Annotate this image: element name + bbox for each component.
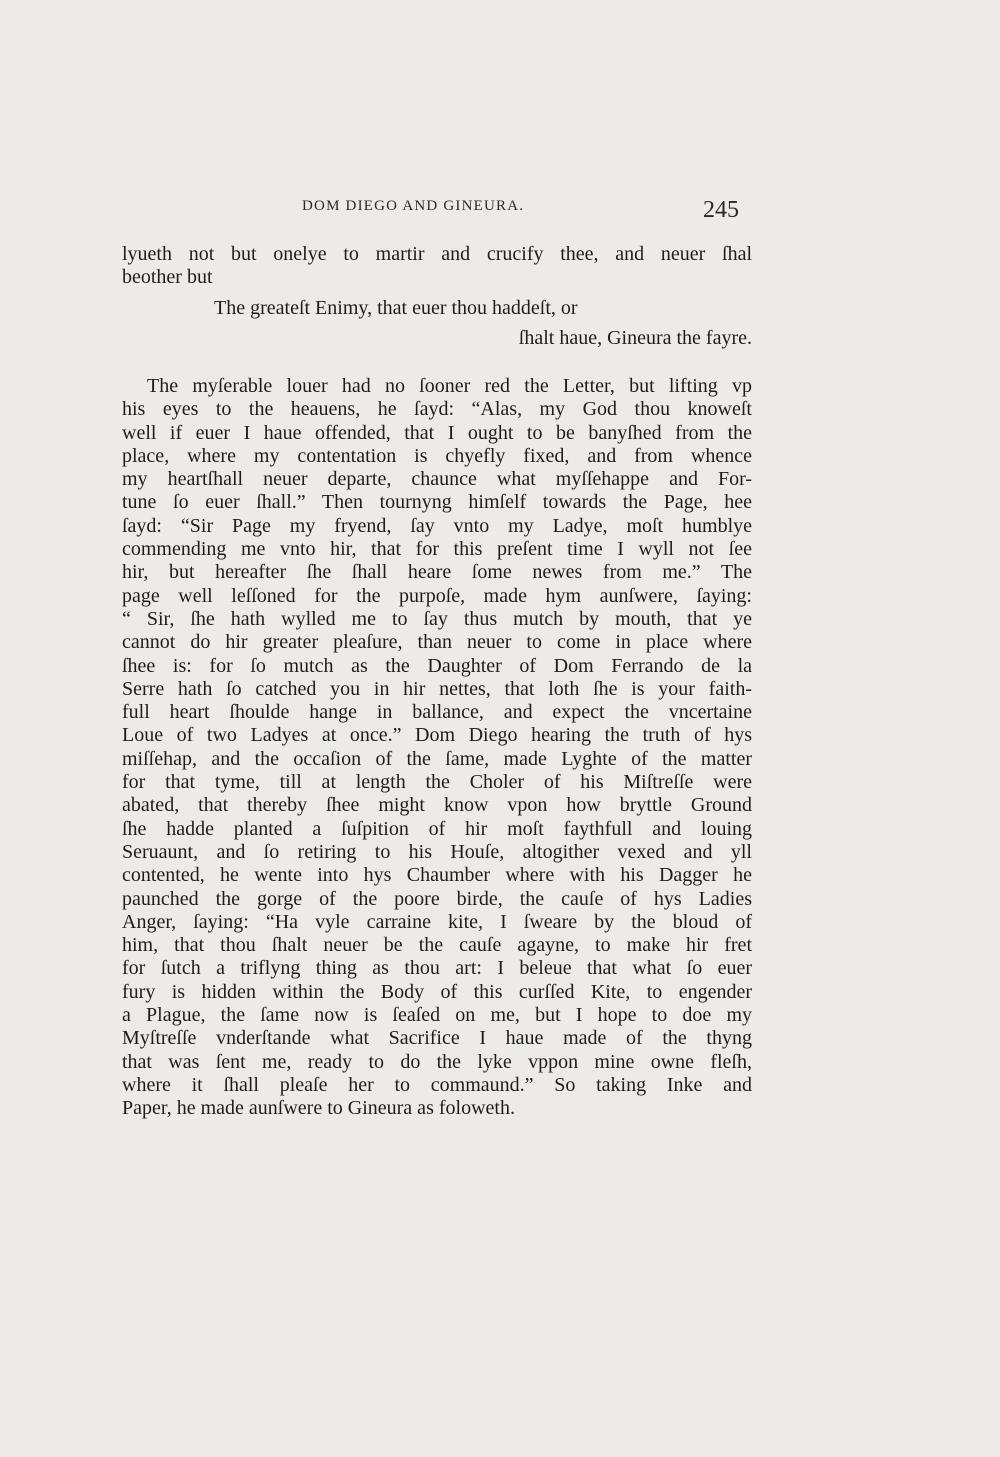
text-line: lyueth not but onelye to martir and crucify thee, and neuer ſhal — [122, 243, 752, 265]
text-line: The myſerable louer had no ſooner red the Letter, but lifting vp — [147, 375, 752, 397]
text-line: abated, that thereby ſhee might know vpon how bryttle Ground — [122, 794, 752, 817]
text-line: beother but — [122, 266, 213, 289]
running-title: DOM DIEGO AND GINEURA. — [302, 198, 525, 214]
page-number: 245 — [703, 197, 739, 223]
text-line: Loue of two Ladyes at once.” Dom Diego hearing the truth of hys — [122, 724, 752, 747]
letter-closing — [122, 243, 752, 350]
text-line: Myſtreſſe vnderſtande what Sacrifice I haue made of the thyng — [122, 1027, 752, 1050]
text-line: ſayd: “Sir Page my fryend, ſay vnto my Ladye, moſt humblye — [122, 514, 752, 537]
text-line: him, that thou ſhalt neuer be the cauſe agayne, to make hir fret — [122, 934, 752, 957]
text-line: paunched the gorge of the poore birde, the cauſe of hys Ladies — [122, 887, 752, 910]
text-line: for ſutch a triflyng thing as thou art: I beleue that what ſo euer — [122, 957, 752, 980]
signature-line: ſhalt haue, Gineura the fayre. — [518, 326, 752, 349]
text-line: “ Sir, ſhe hath wylled me to ſay thus mutch by mouth, that ye — [122, 607, 752, 630]
text-line: hir, but hereafter ſhe ſhall heare ſome newes from me.” The — [122, 561, 752, 584]
text-line: place, where my contentation is chyefly fixed, and from whence — [122, 444, 752, 467]
body-paragraph — [122, 375, 752, 1121]
text-line: for that tyme, till at length the Choler of his Miſtreſſe were — [122, 771, 752, 794]
text-line: fury is hidden within the Body of this curſſed Kite, to engender — [122, 980, 752, 1003]
text-line: cannot do hir greater pleaſure, than neuer to come in place where — [122, 631, 752, 654]
text-line: a Plague, the ſame now is ſeaſed on me, but I hope to doe my — [122, 1004, 752, 1027]
text-line: page well leſſoned for the purpoſe, made hym aunſwere, ſaying: — [122, 584, 752, 607]
text-line: full heart ſhoulde hange in ballance, and expect the vncertaine — [122, 701, 752, 724]
text-line: my heartſhall neuer departe, chaunce what myſſehappe and For- — [122, 468, 752, 491]
signature-line: The greateſt Enimy, that euer thou haddeſt, or — [214, 296, 578, 319]
text-line: Serre hath ſo catched you in hir nettes, that loth ſhe is your faith- — [122, 677, 752, 700]
text-line: tune ſo euer ſhall.” Then tournyng himſelf towards the Page, hee — [122, 491, 752, 514]
text-line: Anger, ſaying: “Ha vyle carraine kite, I ſweare by the bloud of — [122, 910, 752, 933]
text-line: commending me vnto hir, that for this preſent time I wyll not ſee — [122, 538, 752, 561]
text-line: well if euer I haue offended, that I ought to be banyſhed from the — [122, 421, 752, 444]
text-line: where it ſhall pleaſe her to commaund.” So taking Inke and — [122, 1073, 752, 1096]
text-line: that was ſent me, ready to do the lyke vppon mine owne fleſh, — [122, 1050, 752, 1073]
text-line: miſſehap, and the occaſion of the ſame, made Lyghte of the matter — [122, 747, 752, 770]
text-line: Seruaunt, and ſo retiring to his Houſe, altogither vexed and yll — [122, 840, 752, 863]
text-line: ſhee is: for ſo mutch as the Daughter of Dom Ferrando de la — [122, 654, 752, 677]
text-line: contented, he wente into hys Chaumber where with his Dagger he — [122, 864, 752, 887]
text-line: ſhe hadde planted a ſuſpition of hir moſt faythfull and louing — [122, 817, 752, 840]
text-line: his eyes to the heauens, he ſayd: “Alas, my God thou knoweſt — [122, 398, 752, 421]
text-line: Paper, he made aunſwere to Gineura as foloweth. — [122, 1097, 515, 1120]
